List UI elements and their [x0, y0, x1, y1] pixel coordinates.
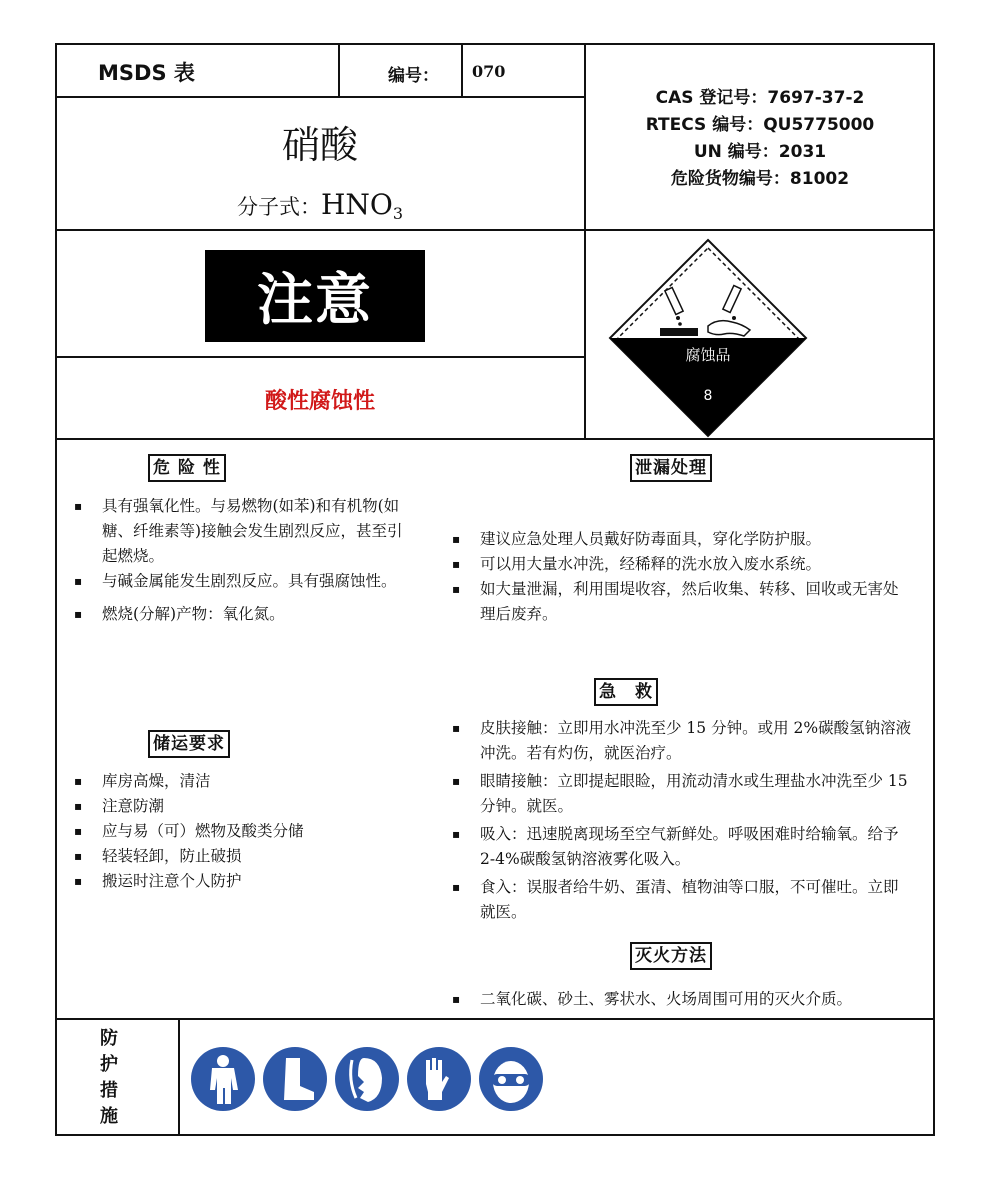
number-value: 070 — [472, 62, 506, 81]
list-item: ▪ 食入：误服者给牛奶、蛋清、植物油等口服，不可催吐。立即就医。 — [452, 875, 912, 925]
safety-goggles-icon — [478, 1046, 544, 1112]
hazards-heading: 危 险 性 — [148, 454, 226, 482]
divider — [461, 43, 463, 96]
list-item: ▪ 建议应急处理人员戴好防毒面具，穿化学防护服。 — [452, 527, 912, 552]
list-item: ▪ 轻装轻卸，防止破损 — [74, 844, 414, 869]
first-aid-heading: 急 救 — [594, 678, 658, 706]
list-item: ▪ 如大量泄漏，利用围堤收容，然后收集、转移、回收或无害处理后废弃。 — [452, 577, 912, 627]
storage-list — [74, 769, 414, 894]
divider — [55, 356, 585, 358]
list-item: ▪ 搬运时注意个人防护 — [74, 869, 414, 894]
storage-heading: 储运要求 — [148, 730, 230, 758]
molecular-formula — [55, 188, 585, 223]
cas-number: CAS 登记号：7697-37-2 — [655, 88, 865, 108]
signal-word-banner: 注意 — [205, 250, 425, 342]
un-number: UN 编号：2031 — [693, 142, 827, 162]
hazard-class-text: 酸性腐蚀性 — [264, 389, 375, 414]
number-label: 编号： — [388, 66, 439, 86]
divider — [178, 1018, 180, 1136]
first-aid-list — [452, 716, 912, 925]
leak-list — [452, 527, 912, 627]
list-item: ▪ 眼睛接触：立即提起眼睑，用流动清水或生理盐水冲洗至少 15 分钟。就医。 — [452, 769, 912, 819]
fire-fighting-heading: 灭火方法 — [630, 942, 712, 970]
protection-label: 防 护 措 施 — [100, 1028, 118, 1127]
safety-boots-icon — [262, 1046, 328, 1112]
divider — [55, 438, 935, 440]
fire-fighting-list — [452, 987, 912, 1012]
list-item: ▪ 注意防潮 — [74, 794, 414, 819]
hazard-label-text: 腐蚀品 — [685, 346, 731, 364]
protective-gloves-icon — [406, 1046, 472, 1112]
hazards-list — [74, 494, 414, 627]
list-item: ▪ 二氧化碳、砂土、雾状水、火场周围可用的灭火介质。 — [452, 987, 912, 1012]
list-item: ▪ 应与易（可）燃物及酸类分储 — [74, 819, 414, 844]
identifier-block — [585, 85, 935, 193]
divider — [55, 229, 935, 231]
formula-subscript: 3 — [392, 204, 404, 224]
sheet-label: MSDS 表 — [98, 61, 195, 85]
divider — [55, 1018, 935, 1020]
corrosive-hazard-label — [608, 238, 808, 438]
chemical-name: 硝酸 — [281, 123, 358, 167]
leak-heading: 泄漏处理 — [630, 454, 712, 482]
list-item: ▪ 库房高燥，清洁 — [74, 769, 414, 794]
protective-suit-icon — [190, 1046, 256, 1112]
hazard-class-number: 8 — [703, 388, 713, 404]
divider — [55, 96, 585, 98]
list-item: ▪ 燃烧(分解)产物：氧化氮。 — [74, 602, 414, 627]
formula-value: HNO — [320, 188, 393, 221]
dangerous-goods-number: 危险货物编号：81002 — [670, 169, 850, 189]
list-item: ▪ 皮肤接触：立即用水冲洗至少 15 分钟。或用 2%碳酸氢钠溶液冲洗。若有灼伤，就医治疗。 — [452, 716, 912, 766]
list-item: ▪ 吸入：迅速脱离现场至空气新鲜处。呼吸困难时给输氧。给予 2-4%碳酸氢钠溶液雾化吸入。 — [452, 822, 912, 872]
formula-label: 分子式： — [236, 195, 321, 219]
divider — [338, 43, 340, 96]
list-item: ▪ 与碱金属能发生剧烈反应。具有强腐蚀性。 — [74, 569, 414, 594]
face-shield-icon — [334, 1046, 400, 1112]
list-item: ▪ 具有强氧化性。与易燃物(如苯)和有机物(如糖、纤维素等)接触会发生剧烈反应，甚至引起燃烧。 — [74, 494, 414, 569]
list-item: ▪ 可以用大量水冲洗，经稀释的洗水放入废水系统。 — [452, 552, 912, 577]
rtecs-number: RTECS 编号：QU5775000 — [645, 115, 875, 135]
